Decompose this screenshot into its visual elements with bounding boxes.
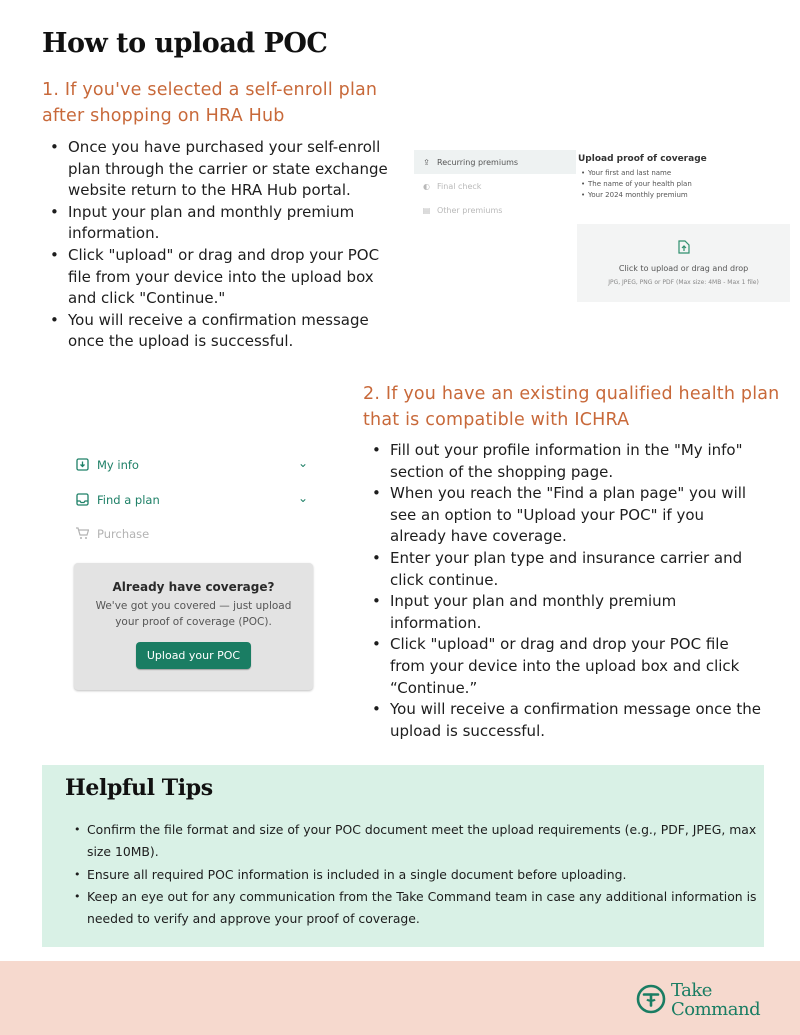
- logo-text-line1: Take: [671, 980, 712, 1001]
- take-command-logo: [636, 980, 776, 1023]
- sidebar-item-label: Recurring premiums: [437, 157, 519, 167]
- sidebar-item-other-premiums[interactable]: [414, 198, 576, 222]
- inbox-icon: [75, 493, 89, 507]
- document-icon: ▤: [422, 205, 431, 215]
- list-item: • When you reach the "Find a plan page" you will see an option to "Upload your POC" if you already have coverage.: [390, 483, 764, 548]
- sidebar-item-final-check[interactable]: [414, 174, 576, 198]
- sidebar-item-purchase[interactable]: [72, 524, 314, 544]
- logo-text-line2: Command: [671, 999, 761, 1020]
- sidebar-item-find-a-plan[interactable]: [72, 490, 314, 510]
- list-item: • Click "upload" or drag and drop your POC file from your device into the upload box and click “Continue.”: [390, 634, 764, 699]
- section2-heading-line1: 2. If you have an existing qualified health plan: [363, 384, 780, 404]
- toggle-icon: ◐: [423, 181, 430, 191]
- list-item: • Confirm the file format and size of your POC document meet the upload requirements (e.g., PDF, JPEG, max size 10MB).: [87, 819, 757, 864]
- section2-heading-line2: that is compatible with ICHRA: [363, 410, 630, 430]
- chevron-down-icon[interactable]: ⌄: [297, 456, 308, 470]
- sidebar-item-label: Find a plan: [97, 493, 160, 507]
- list-item: • Fill out your profile information in the "My info" section of the shopping page.: [390, 440, 764, 483]
- footer: [0, 961, 800, 1035]
- coverage-card: [74, 563, 313, 690]
- coverage-card-text-line2: your proof of coverage (POC).: [115, 616, 272, 628]
- logo-text: [671, 981, 760, 1019]
- sidebar-item-label: Final check: [437, 181, 482, 191]
- sidebar-item-recurring-premiums[interactable]: [414, 150, 576, 174]
- upload-icon: ⇪: [423, 157, 430, 167]
- upload-screenshot: [414, 150, 790, 304]
- section2-list: [364, 440, 764, 742]
- dropzone-text: Click to upload or drag and drop: [618, 264, 749, 273]
- cart-icon: [75, 527, 89, 541]
- list-item: • Click "upload" or drag and drop your POC file from your device into the upload box and click "Continue.": [68, 245, 394, 310]
- section2-heading: [363, 381, 779, 433]
- take-command-logo-icon: [636, 984, 666, 1014]
- coverage-card-text-line1: We've got you covered — just upload: [95, 600, 292, 612]
- shopping-screenshot: [72, 450, 318, 695]
- list-item: • Enter your plan type and insurance carrier and click continue.: [390, 548, 764, 591]
- download-box-icon: [75, 458, 89, 472]
- tips-title: Helpful Tips: [65, 775, 213, 801]
- list-item: • Ensure all required POC information is included in a single document before uploading.: [87, 864, 757, 886]
- coverage-card-text: [74, 598, 313, 630]
- section1-heading-line1: 1. If you've selected a self-enroll plan: [42, 80, 378, 100]
- list-item: • The name of your health plan: [588, 179, 778, 190]
- file-upload-icon: [678, 240, 690, 254]
- list-item: • Keep an eye out for any communication from the Take Command team in case any additional information is needed to verify and approve your proof of coverage.: [87, 886, 757, 931]
- sidebar-item-label: My info: [97, 458, 139, 472]
- list-item: • Your first and last name: [588, 168, 778, 179]
- helpful-tips-box: [42, 765, 764, 947]
- sidebar-item-my-info[interactable]: [72, 455, 314, 475]
- list-item: • You will receive a confirmation message once the upload is successful.: [68, 310, 394, 353]
- sidebar-item-label: Purchase: [97, 527, 150, 541]
- coverage-card-title: Already have coverage?: [112, 580, 275, 594]
- dropzone-hint: JPG, JPEG, PNG or PDF (Max size: 4MB - Max 1 file): [608, 279, 759, 286]
- upload-poc-button[interactable]: Upload your POC: [136, 642, 251, 669]
- list-item: • Once you have purchased your self-enroll plan through the carrier or state exchange website return to the HRA Hub portal.: [68, 137, 394, 202]
- sidebar-item-label: Other premiums: [437, 205, 503, 215]
- screenshot-sidebar: [414, 150, 576, 222]
- list-item: • Input your plan and monthly premium information.: [390, 591, 764, 634]
- list-item: • You will receive a confirmation message once the upload is successful.: [390, 699, 764, 742]
- section1-list: [42, 137, 394, 353]
- chevron-down-icon[interactable]: ⌄: [297, 491, 308, 505]
- list-item: • Your 2024 monthly premium: [588, 190, 778, 201]
- section1-heading-line2: after shopping on HRA Hub: [42, 106, 285, 126]
- section1-heading: [42, 77, 377, 129]
- upload-dropzone[interactable]: [577, 224, 790, 302]
- upload-panel: [578, 154, 778, 201]
- list-item: • Input your plan and monthly premium information.: [68, 202, 394, 245]
- page-title: How to upload POC: [42, 28, 328, 59]
- upload-panel-title: Upload proof of coverage: [578, 154, 707, 164]
